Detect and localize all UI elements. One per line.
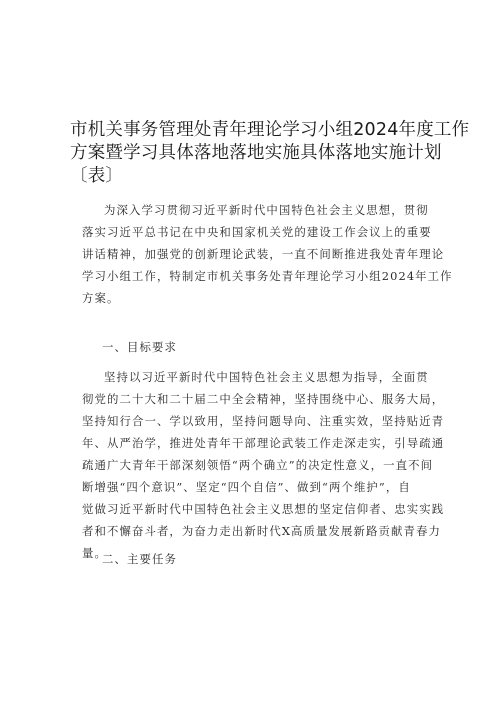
section-heading-goals: 一、目标要求 — [102, 340, 177, 354]
paragraph-line: 讲话精神，加强党的创新理论武装，一直不间断推进我处青年理论 — [82, 247, 445, 261]
paragraph-line: 学习小组工作，特制定市机关事务处青年理论学习小组2024年工作 — [82, 269, 453, 283]
intro-paragraph — [82, 199, 453, 309]
section-heading-tasks: 二、主要任务 — [102, 552, 177, 566]
title-line: 市机关事务管理处青年理论学习小组2024年度工作 — [70, 120, 470, 140]
paragraph-line: 彻党的二十大和二十届二中全会精神，坚持围绕中心、服务大局， — [82, 392, 445, 406]
paragraph-line: 疏通广大青年干部深刻领悟“两个确立”的决定性意义，一直不间 — [82, 458, 434, 472]
paragraph-line: 为深入学习贯彻习近平新时代中国特色社会主义思想，贯彻 — [104, 203, 429, 217]
title-line: 〔表〕 — [70, 166, 124, 186]
paragraph-line: 觉做习近平新时代中国特色社会主义思想的坚定信仰者、忠实实践 — [82, 502, 445, 516]
paragraph-line: 量。 — [82, 546, 107, 560]
paragraph-line: 者和不懈奋斗者，为奋力走出新时代X高质量发展新路贡献青春力 — [82, 524, 441, 538]
paragraph-line: 断增强“四个意识”、坚定“四个自信”、做到“两个维护”，自 — [82, 480, 411, 494]
paragraph-line: 方案。 — [82, 291, 120, 305]
document-title — [70, 119, 470, 188]
title-line: 方案暨学习具体落地落地实施具体落地实施计划 — [70, 143, 442, 163]
paragraph-line: 年、从严治学，推进处青年干部理论武装工作走深走实，引导疏通 — [82, 436, 445, 450]
paragraph-line: 落实习近平总书记在中央和国家机关党的建设工作会议上的重要 — [82, 225, 432, 239]
goals-paragraph — [82, 366, 445, 564]
paragraph-line: 坚持知行合一、学以致用，坚持问题导向、注重实效，坚持贴近青 — [82, 414, 445, 428]
paragraph-line: 坚持以习近平新时代中国特色社会主义思想为指导，全面贯 — [104, 370, 429, 384]
